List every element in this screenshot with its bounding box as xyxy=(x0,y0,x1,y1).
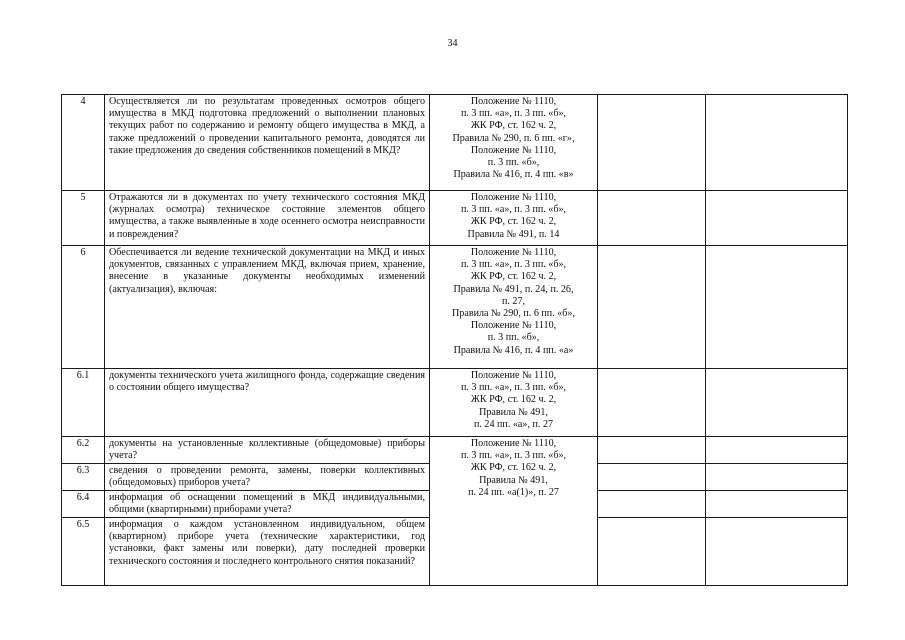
note-cell[interactable] xyxy=(706,437,848,464)
reference-line: ЖК РФ, ст. 162 ч. 2, xyxy=(470,216,557,228)
note-cell[interactable] xyxy=(706,464,848,491)
question-text: Обеспечивается ли ведение технической документации на МКД и иных документов, связанных с управлением МКД, включая прием, хранение, внесение в указанные документы необходимых изменений (актуализация), включая: xyxy=(105,246,430,369)
reference-line: Положение № 1110, xyxy=(470,192,557,203)
note-cell[interactable] xyxy=(706,491,848,518)
page-number: 34 xyxy=(447,38,458,49)
question-text: сведения о проведении ремонта, замены, поверки коллективных (общедомовых) приборов учета? xyxy=(105,464,430,491)
reference-line: Правила № 491, xyxy=(479,406,548,418)
answer-cell[interactable] xyxy=(598,518,706,586)
reference-line: Правила № 491, п. 14 xyxy=(467,228,560,240)
reference-line: п. 27, xyxy=(501,295,526,307)
row-number: 6.1 xyxy=(62,369,105,437)
reference-line: п. 3 пп. «б», xyxy=(487,157,540,169)
reference-line: Положение № 1110, xyxy=(470,144,557,156)
table-row xyxy=(62,369,848,437)
question-text: Осуществляется ли по результатам проведенных осмотров общего имущества в МКД подготовка предложений о выполнении плановых текущих работ по содержанию и ремонту общего имущества в МКД, а также предложений о проведении капитального ремонта, доводятся ли такие предложения до сведения собственников помещений в МКД? xyxy=(105,95,430,191)
reference-line: Положение № 1110, xyxy=(470,438,557,449)
reference-line: п. 24 пп. «а(1)», п. 27 xyxy=(468,486,559,498)
reference-line: Положение № 1110, xyxy=(470,320,557,332)
answer-cell[interactable] xyxy=(598,191,706,246)
row-number: 6.2 xyxy=(62,437,105,464)
reference-line: п. 3 пп. «а», п. 3 пп. «б», xyxy=(460,382,567,394)
reference-line: п. 24 пп. «а», п. 27 xyxy=(473,418,554,430)
legal-reference xyxy=(430,437,598,586)
answer-cell[interactable] xyxy=(598,369,706,437)
reference-line: ЖК РФ, ст. 162 ч. 2, xyxy=(470,120,557,132)
table-row xyxy=(62,191,848,246)
row-number: 6.5 xyxy=(62,518,105,586)
reference-line: ЖК РФ, ст. 162 ч. 2, xyxy=(470,271,557,283)
answer-cell[interactable] xyxy=(598,95,706,191)
reference-line: Положение № 1110, xyxy=(470,370,557,381)
reference-line: ЖК РФ, ст. 162 ч. 2, xyxy=(470,394,557,406)
question-text: Отражаются ли в документах по учету технического состояния МКД (журналах осмотра) техническое состояние элементов общего имущества, а также выявленные в ходе осеннего осмотра неисправности и повреждения? xyxy=(105,191,430,246)
table-row xyxy=(62,246,848,369)
legal-reference xyxy=(430,191,598,246)
question-text: документы на установленные коллективные (общедомовые) приборы учета? xyxy=(105,437,430,464)
answer-cell[interactable] xyxy=(598,464,706,491)
reference-line: п. 3 пп. «а», п. 3 пп. «б», xyxy=(460,259,567,271)
row-number: 6.4 xyxy=(62,491,105,518)
reference-line: п. 3 пп. «б», xyxy=(487,332,540,344)
table-row xyxy=(62,95,848,191)
row-number: 6 xyxy=(62,246,105,369)
row-number: 6.3 xyxy=(62,464,105,491)
row-number: 4 xyxy=(62,95,105,191)
question-text: информация о каждом установленном индивидуальном, общем (квартирном) приборе учета (технические характеристики, год установки, факт замены или поверки), дату последней проверки технического состояния и последнего контрольного снятия показаний? xyxy=(105,518,430,586)
note-cell[interactable] xyxy=(706,369,848,437)
note-cell[interactable] xyxy=(706,95,848,191)
legal-reference xyxy=(430,246,598,369)
question-text: документы технического учета жилищного фонда, содержащие сведения о состоянии общего имущества? xyxy=(105,369,430,437)
answer-cell[interactable] xyxy=(598,437,706,464)
reference-line: п. 3 пп. «а», п. 3 пп. «б», xyxy=(460,108,567,120)
answer-cell[interactable] xyxy=(598,246,706,369)
answer-cell[interactable] xyxy=(598,491,706,518)
reference-line: Правила № 416, п. 4 пп. «в» xyxy=(453,169,574,181)
legal-reference xyxy=(430,95,598,191)
reference-line: п. 3 пп. «а», п. 3 пп. «б», xyxy=(460,450,567,462)
reference-line: Правила № 416, п. 4 пп. «а» xyxy=(453,344,574,356)
reference-line: ЖК РФ, ст. 162 ч. 2, xyxy=(470,462,557,474)
note-cell[interactable] xyxy=(706,191,848,246)
note-cell[interactable] xyxy=(706,518,848,586)
reference-line: Правила № 290, п. 6 пп. «г», xyxy=(452,132,575,144)
note-cell[interactable] xyxy=(706,246,848,369)
row-number: 5 xyxy=(62,191,105,246)
reference-line: Положение № 1110, xyxy=(470,247,557,258)
reference-line: Правила № 290, п. 6 пп. «б», xyxy=(452,308,575,320)
checklist-table xyxy=(61,94,848,586)
reference-line: Правила № 491, п. 24, п. 26, xyxy=(453,283,574,295)
legal-reference xyxy=(430,369,598,437)
reference-line: п. 3 пп. «а», п. 3 пп. «б», xyxy=(460,204,567,216)
reference-line: Положение № 1110, xyxy=(470,96,557,107)
reference-line: Правила № 491, xyxy=(479,474,548,486)
table-row xyxy=(62,437,848,464)
question-text: информация об оснащении помещений в МКД индивидуальными, общими (квартирными) приборами учета? xyxy=(105,491,430,518)
